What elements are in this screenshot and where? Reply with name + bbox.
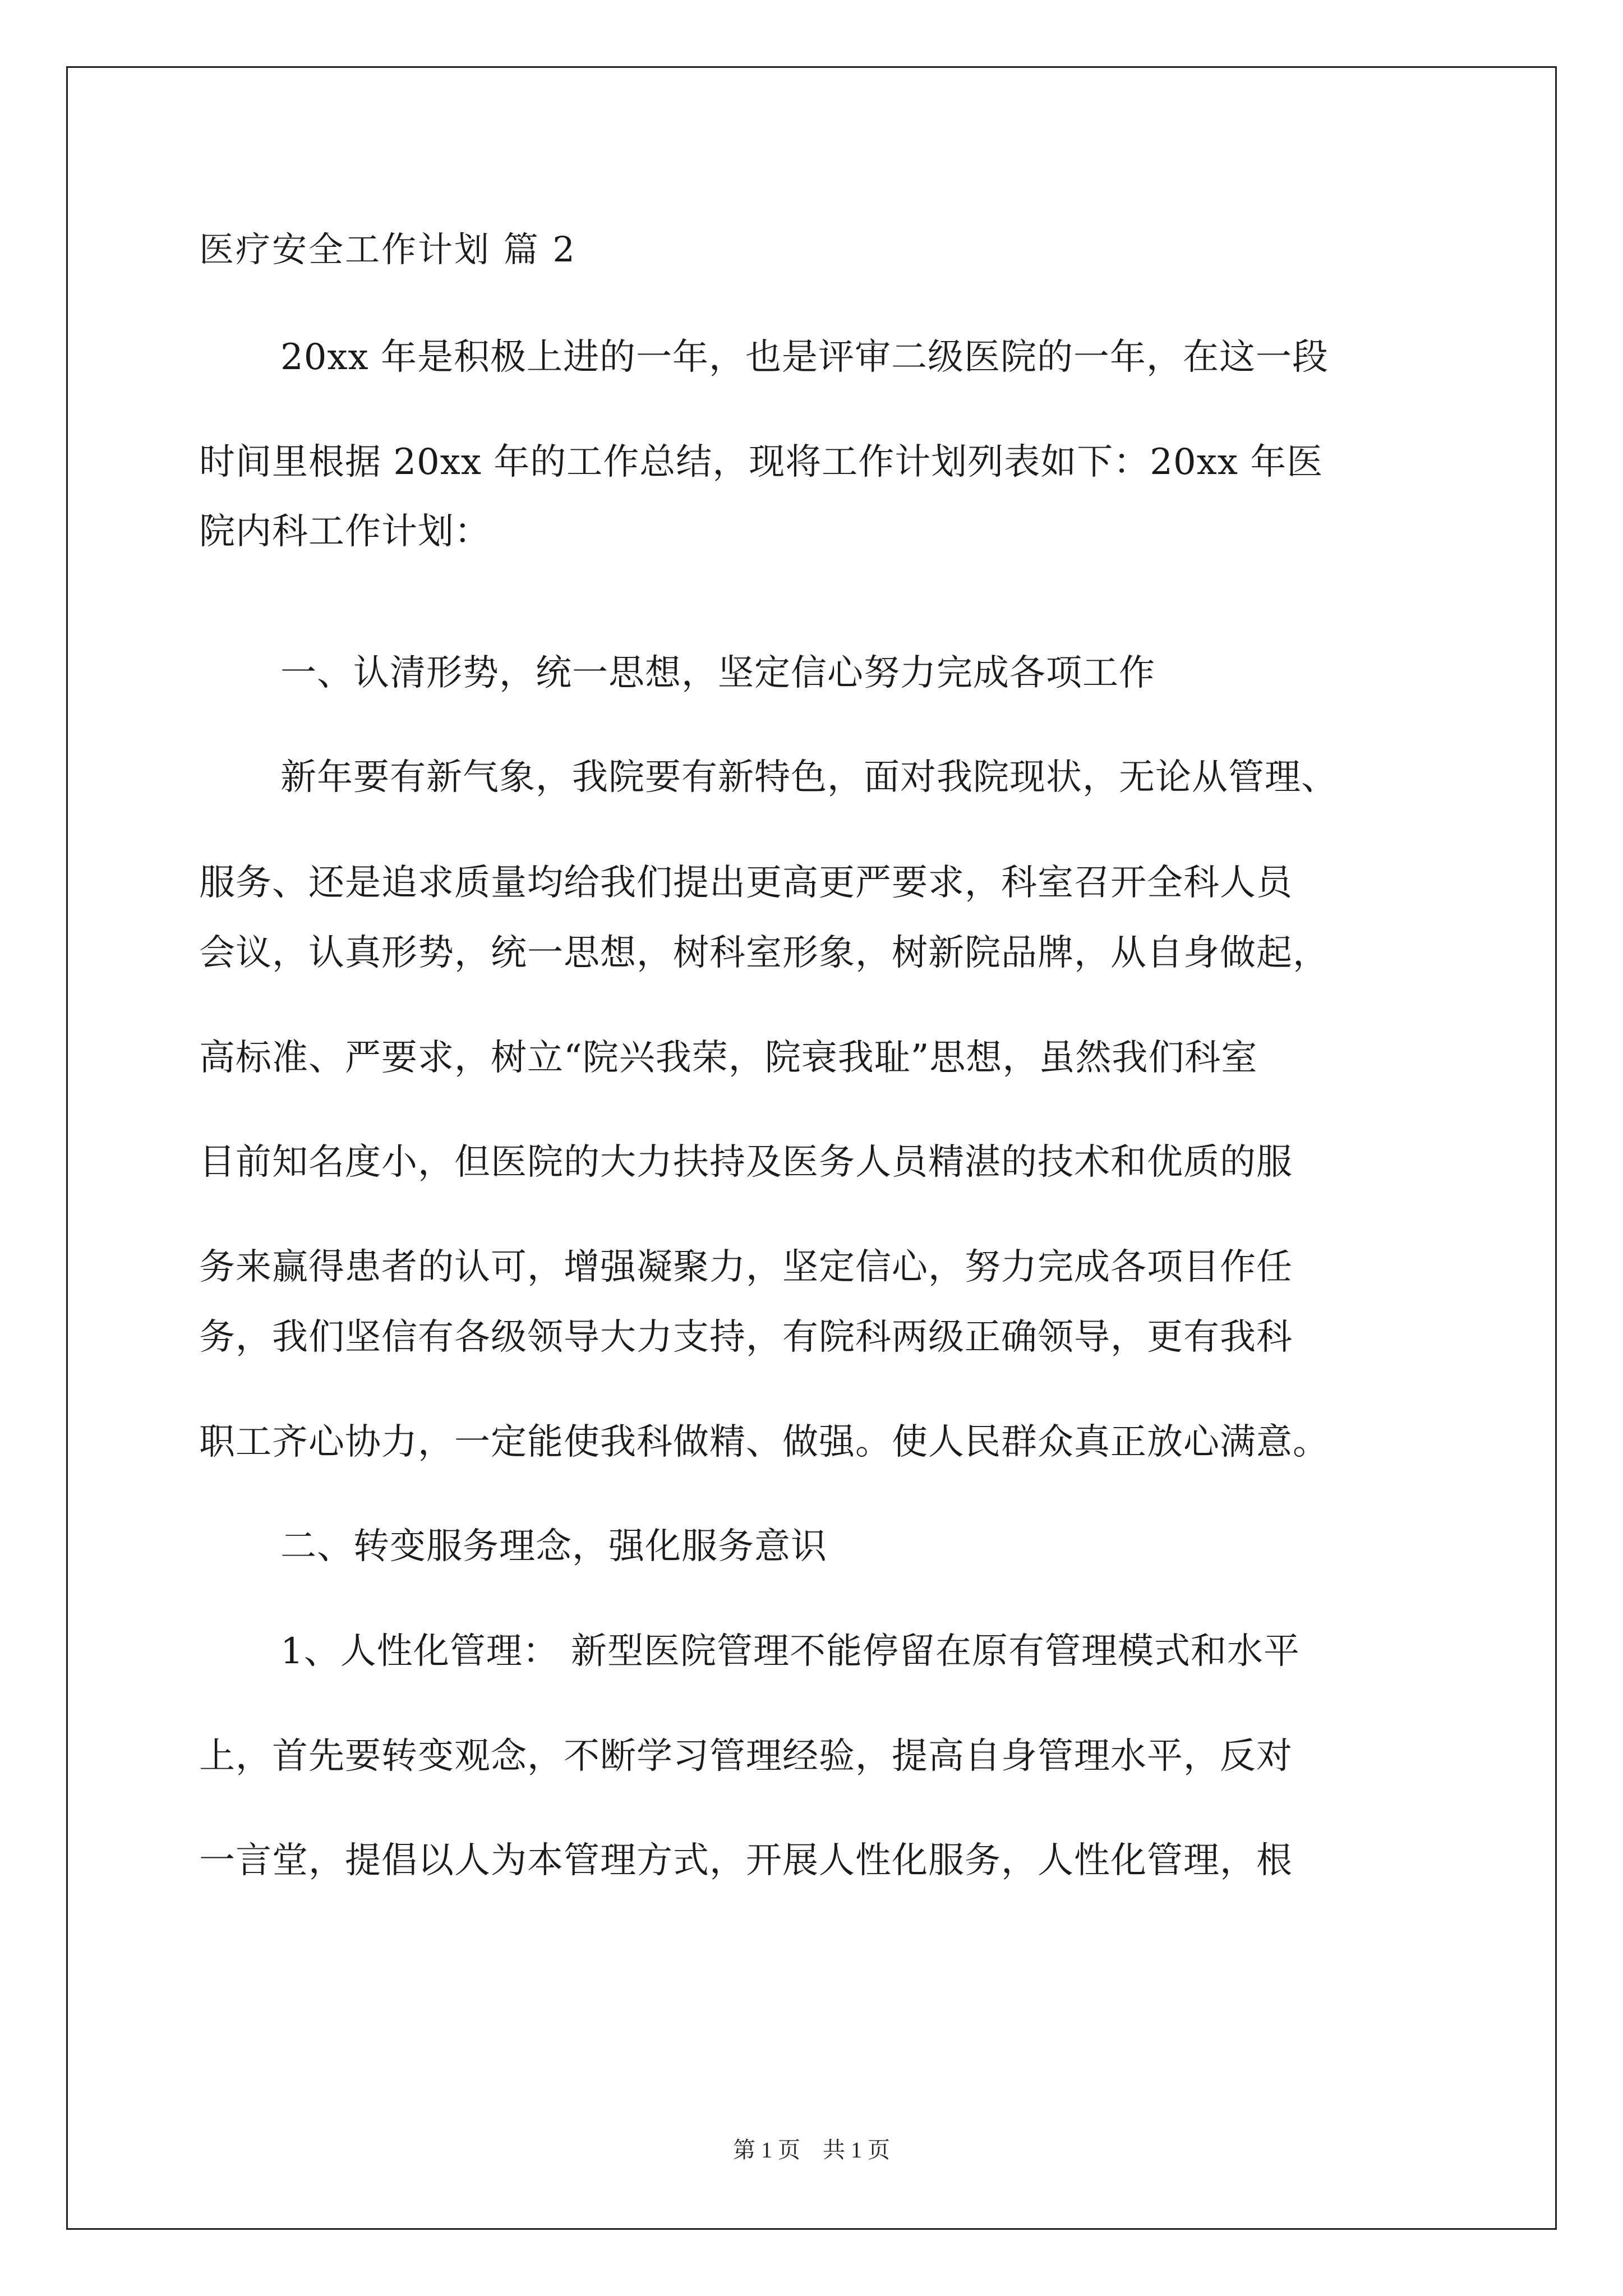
paragraph-line: 新年要有新气象，我院要有新特色，面对我院现状，无论从管理、 xyxy=(280,757,1338,798)
page-number: 第 1 页 共 1 页 xyxy=(733,2137,890,2162)
paragraph-line: 1、人性化管理： 新型医院管理不能停留在原有管理模式和水平 xyxy=(280,1631,1301,1672)
paragraph-line: 务来赢得患者的认可，增强凝聚力，坚定信心，努力完成各项目作任 xyxy=(199,1246,1293,1288)
paragraph-line: 上，首先要转变观念，不断学习管理经验，提高自身管理水平，反对 xyxy=(199,1736,1293,1777)
paragraph-line: 会议，认真形势，统一思想，树科室形象，树新院品牌，从自身做起， xyxy=(199,932,1329,974)
paragraph-line: 务，我们坚信有各级领导大力支持，有院科两级正确领导，更有我科 xyxy=(199,1317,1293,1358)
section-heading: 二、转变服务理念，强化服务意识 xyxy=(280,1526,827,1567)
paragraph-line: 目前知名度小，但医院的大力扶持及医务人员精湛的技术和优质的服 xyxy=(199,1142,1293,1183)
paragraph-line: 高标准、严要求，树立“院兴我荣，院衰我耻”思想，虽然我们科室 xyxy=(199,1037,1258,1079)
document-title: 医疗安全工作计划 篇 2 xyxy=(199,229,577,270)
paragraph-line: 20xx 年是积极上进的一年，也是评审二级医院的一年，在这一段 xyxy=(280,337,1329,378)
paragraph-line: 时间里根据 20xx 年的工作总结，现将工作计划列表如下：20xx 年医 xyxy=(199,441,1324,483)
paragraph-line: 院内科工作计划： xyxy=(199,511,491,553)
section-heading: 一、认清形势，统一思想，坚定信心努力完成各项工作 xyxy=(280,652,1155,694)
paragraph-line: 服务、还是追求质量均给我们提出更高更严要求，科室召开全科人员 xyxy=(199,862,1293,904)
paragraph-line: 职工齐心协力，一定能使我科做精、做强。使人民群众真正放心满意。 xyxy=(199,1421,1329,1463)
paragraph-line: 一言堂，提倡以人为本管理方式，开展人性化服务，人性化管理，根 xyxy=(199,1840,1293,1881)
